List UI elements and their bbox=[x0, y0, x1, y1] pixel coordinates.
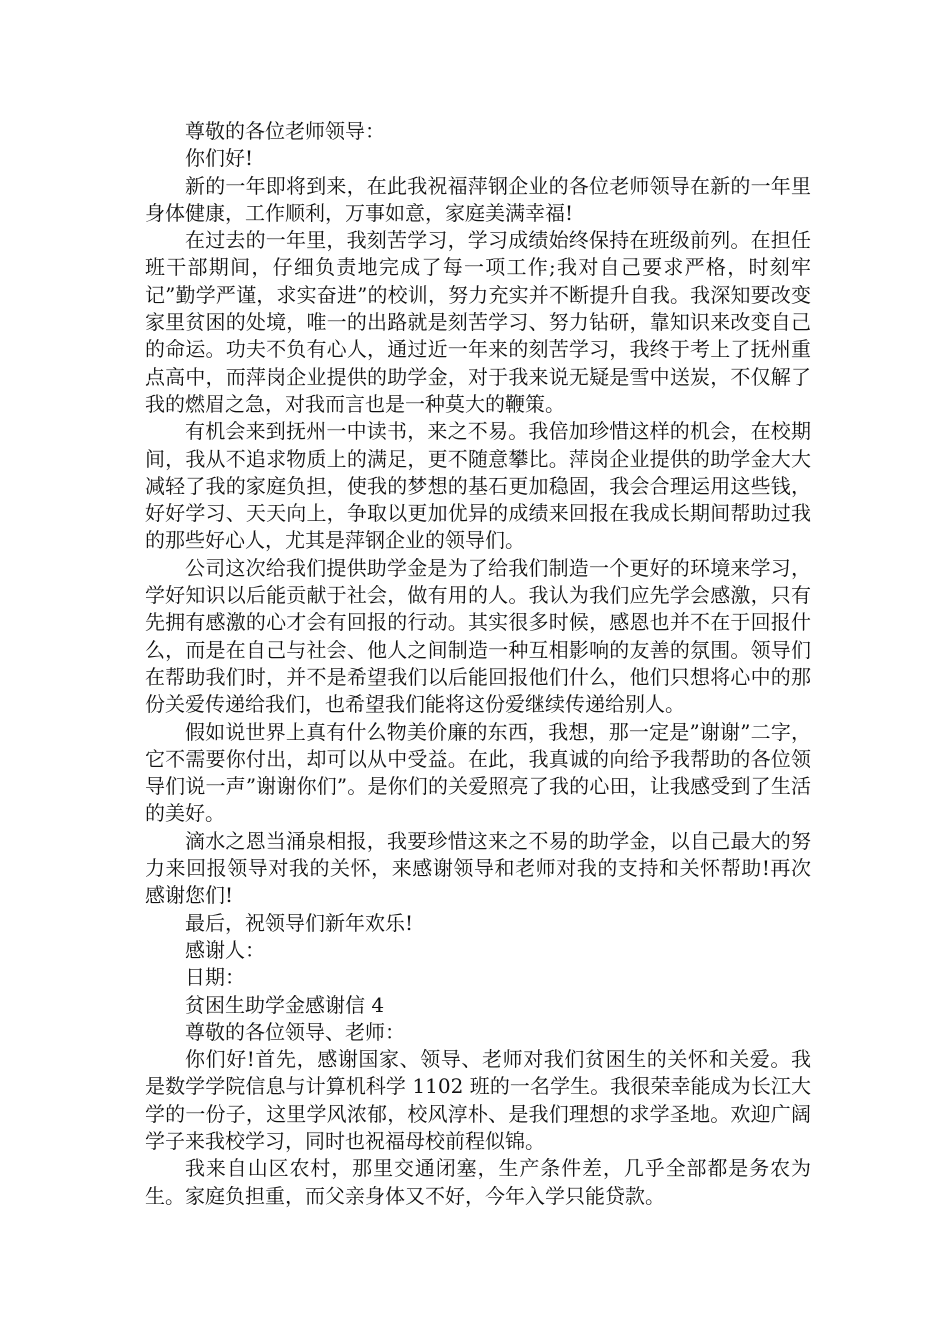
paragraph: 有机会来到抚州一中读书，来之不易。我倍加珍惜这样的机会，在校期间，我从不追求物质上的满足，更不随意攀比。萍岗企业提供的助学金大大减轻了我的家庭负担，使我的梦想的基石更加稳固，我会合理运用这些钱，好好学习、天天向上，争取以更加优异的成绩来回报在我成长期间帮助过我的那些好心人，尤其是萍钢企业的领导们。 bbox=[145, 419, 811, 553]
document-body bbox=[145, 118, 811, 1210]
paragraph: 你们好!首先，感谢国家、领导、老师对我们贫困生的关怀和关爱。我是数学学院信息与计算机科学 1102 班的一名学生。我很荣幸能成为长江大学的一份子，这里学风浓郁，校风淳朴、是我们理想的求学圣地。欢迎广阔学子来我校学习，同时也祝福母校前程似锦。 bbox=[145, 1047, 811, 1153]
signer-label: 感谢人： bbox=[185, 937, 265, 962]
date-label: 日期： bbox=[185, 965, 245, 990]
paragraph: 在过去的一年里，我刻苦学习，学习成绩始终保持在班级前列。在担任班干部期间，仔细负责地完成了每一项工作;我对自己要求严格，时刻牢记”勤学严谨，求实奋进”的校训，努力充实并不断提升自我。我深知要改变家里贫困的处境，唯一的出路就是刻苦学习、努力钻研，靠知识来改变自己的命运。功夫不负有心人，通过近一年来的刻苦学习，我终于考上了抚州重点高中，而萍岗企业提供的助学金，对于我来说无疑是雪中送炭，不仅解了我的燃眉之急，对我而言也是一种莫大的鞭策。 bbox=[145, 228, 811, 416]
paragraph: 公司这次给我们提供助学金是为了给我们制造一个更好的环境来学习，学好知识以后能贡献于社会，做有用的人。我认为我们应先学会感激，只有先拥有感激的心才会有回报的行动。其实很多时候，感恩也并不在于回报什么，而是在自己与社会、他人之间制造一种互相影响的友善的氛围。领导们在帮助我们时，并不是希望我们以后能回报他们什么，他们只想将心中的那份关爱传递给我们，也希望我们能将这份爱继续传递给别人。 bbox=[145, 555, 811, 717]
paragraph: 假如说世界上真有什么物美价廉的东西，我想，那一定是”谢谢”二字，它不需要你付出，却可以从中受益。在此，我真诚的向给予我帮助的各位领导们说一声”谢谢你们”。是你们的关爱照亮了我的心田，让我感受到了生活的美好。 bbox=[145, 719, 811, 826]
letter-title: 贫困生助学金感谢信 4 bbox=[185, 992, 385, 1017]
paragraph: 新的一年即将到来，在此我祝福萍钢企业的各位老师领导在新的一年里身体健康，工作顺利，万事如意，家庭美满幸福! bbox=[145, 173, 811, 225]
greeting: 你们好! bbox=[185, 146, 254, 171]
closing-wish: 最后，祝领导们新年欢乐! bbox=[185, 910, 414, 935]
salutation: 尊敬的各位老师领导： bbox=[185, 119, 385, 143]
salutation: 尊敬的各位领导、老师： bbox=[185, 1019, 405, 1044]
paragraph: 我来自山区农村，那里交通闭塞，生产条件差，几乎全部都是务农为生。家庭负担重，而父亲身体又不好，今年入学只能贷款。 bbox=[145, 1156, 811, 1208]
paragraph: 滴水之恩当涌泉相报，我要珍惜这来之不易的助学金，以自己最大的努力来回报领导对我的关怀，来感谢领导和老师对我的支持和关怀帮助!再次感谢您们! bbox=[145, 828, 811, 908]
